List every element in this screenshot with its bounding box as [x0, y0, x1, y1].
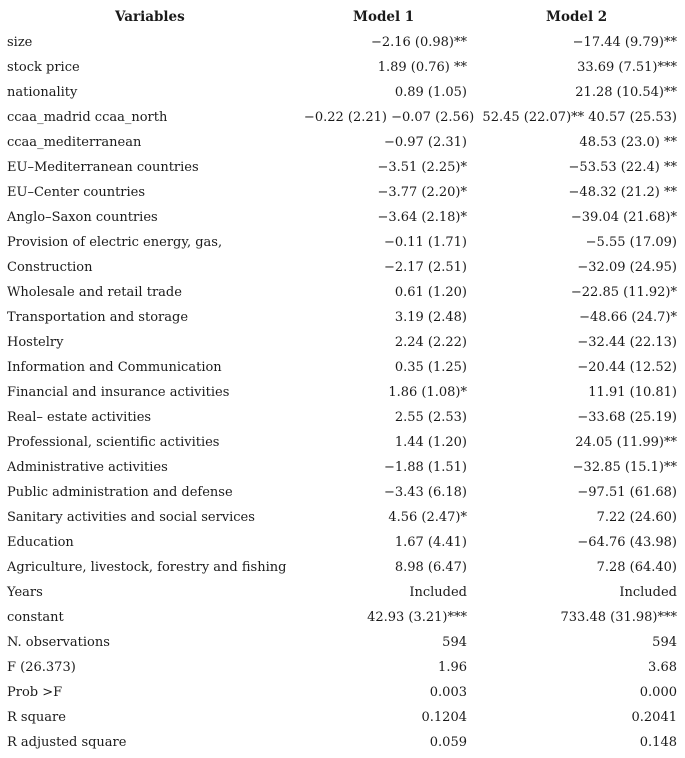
variable-label: Information and Communication [7, 360, 222, 375]
table-row [0, 105, 685, 130]
variable-label: Years [7, 585, 43, 600]
model-1-value: 2.24 (2.22) [394, 335, 467, 350]
table-header [0, 0, 685, 30]
variable-label: Wholesale and retail trade [7, 285, 182, 300]
header-variables: Variables [115, 9, 185, 25]
table-row [0, 180, 685, 205]
model-1-value: 1.67 (4.41) [394, 535, 467, 550]
variable-label: Provision of electric energy, gas, [7, 235, 223, 250]
model-2-value: −32.09 (24.95) [577, 260, 677, 275]
variable-label: Prob >F [7, 685, 63, 700]
model-2-value: −17.44 (9.79)** [572, 35, 677, 50]
model-2-value: −32.44 (22.13) [577, 335, 677, 350]
table-row [0, 305, 685, 330]
model-2-value: 7.28 (64.40) [596, 560, 677, 575]
model-1-value: 0.059 [429, 735, 467, 750]
model-1-value: −2.17 (2.51) [383, 260, 467, 275]
model-2-value: 48.53 (23.0) ** [579, 135, 677, 150]
table-row [0, 455, 685, 480]
model-2-value: −64.76 (43.98) [577, 535, 677, 550]
model-1-value: −0.97 (2.31) [383, 135, 467, 150]
variable-label: Education [7, 535, 74, 550]
table-row [0, 405, 685, 430]
model-1-value: 0.003 [429, 685, 467, 700]
model-2-value: −5.55 (17.09) [585, 235, 677, 250]
table-row [0, 380, 685, 405]
model-1-value: 42.93 (3.21)*** [367, 610, 467, 625]
variable-label: stock price [7, 60, 80, 75]
variable-label: Hostelry [7, 335, 64, 350]
model-1-value: 1.44 (1.20) [394, 435, 467, 450]
model-2-value: 594 [652, 635, 677, 650]
model-1-value: 1.96 [438, 660, 467, 675]
model-2-value: −97.51 (61.68) [577, 485, 677, 500]
model-2-value: −32.85 (15.1)** [572, 460, 677, 475]
variable-label: EU–Mediterranean countries [7, 160, 199, 175]
variable-label: Construction [7, 260, 93, 275]
variable-label: nationality [7, 85, 78, 100]
table-row [0, 430, 685, 455]
model-1-value: 2.55 (2.53) [394, 410, 467, 425]
model-2-value: 21.28 (10.54)** [575, 85, 677, 100]
model-1-value: 4.56 (2.47)* [388, 510, 467, 525]
model-1-value: −3.51 (2.25)* [377, 160, 467, 175]
model-2-value: −53.53 (22.4) ** [568, 160, 677, 175]
table-row [0, 680, 685, 705]
variable-label: R adjusted square [7, 735, 127, 750]
model-2-value: −48.66 (24.7)* [579, 310, 677, 325]
model-1-value: −1.88 (1.51) [383, 460, 467, 475]
header-model-2: Model 2 [546, 9, 608, 25]
variable-label: Agriculture, livestock, forestry and fishing [7, 560, 287, 575]
model-2-value: −39.04 (21.68)* [570, 210, 677, 225]
table-row [0, 155, 685, 180]
variable-label: Sanitary activities and social services [7, 510, 255, 525]
table-row [0, 705, 685, 730]
table-row [0, 230, 685, 255]
variable-label: Transportation and storage [7, 310, 189, 325]
table-row [0, 505, 685, 530]
model-2-value: −22.85 (11.92)* [570, 285, 677, 300]
table-row [0, 255, 685, 280]
model-1-value: −3.64 (2.18)* [377, 210, 467, 225]
variable-label: Public administration and defense [7, 485, 233, 500]
table-row [0, 530, 685, 555]
model-1-value: −2.16 (0.98)** [370, 35, 467, 50]
model-2-value: Included [619, 585, 677, 600]
model-2-value: −33.68 (25.19) [577, 410, 677, 425]
table-row [0, 30, 685, 55]
table-row [0, 580, 685, 605]
model-2-value: 0.148 [639, 735, 677, 750]
table-row [0, 280, 685, 305]
variable-label: Anglo–Saxon countries [7, 210, 158, 225]
variable-label: constant [7, 610, 64, 625]
variable-label: Professional, scientific activities [7, 435, 220, 450]
model-2-value: 0.2041 [631, 710, 677, 725]
variable-label: Real– estate activities [7, 410, 152, 425]
table-row [0, 730, 685, 755]
combined-model-values: −0.22 (2.21) −0.07 (2.56) 52.45 (22.07)** 40.57 (25.53) [303, 110, 677, 125]
model-1-value: 594 [442, 635, 467, 650]
variable-label: F (26.373) [7, 660, 76, 675]
model-1-value: 0.35 (1.25) [394, 360, 467, 375]
table-row [0, 330, 685, 355]
model-1-value: 3.19 (2.48) [394, 310, 467, 325]
table-row [0, 55, 685, 80]
table-row [0, 605, 685, 630]
model-2-value: −20.44 (12.52) [577, 360, 677, 375]
model-1-value: −0.11 (1.71) [383, 235, 467, 250]
model-2-value: 33.69 (7.51)*** [577, 60, 677, 75]
model-1-value: Included [409, 585, 467, 600]
model-1-value: −3.77 (2.20)* [377, 185, 467, 200]
table-row [0, 80, 685, 105]
table-row [0, 655, 685, 680]
table-row [0, 205, 685, 230]
model-2-value: 3.68 [648, 660, 677, 675]
model-2-value: 0.000 [639, 685, 677, 700]
model-2-value: −48.32 (21.2) ** [568, 185, 677, 200]
table-row [0, 555, 685, 580]
variable-label: N. observations [7, 635, 110, 650]
table-body [0, 30, 685, 755]
model-2-value: 11.91 (10.81) [588, 385, 677, 400]
model-1-value: 0.1204 [421, 710, 467, 725]
model-2-value: 733.48 (31.98)*** [560, 610, 677, 625]
model-2-value: 24.05 (11.99)** [575, 435, 677, 450]
model-1-value: 0.89 (1.05) [394, 85, 467, 100]
model-1-value: 1.86 (1.08)* [388, 385, 467, 400]
table-row [0, 480, 685, 505]
variable-label: Administrative activities [7, 460, 168, 475]
model-1-value: 0.61 (1.20) [394, 285, 467, 300]
table-row [0, 130, 685, 155]
table-row [0, 630, 685, 655]
variable-label: ccaa_madrid ccaa_north [7, 110, 168, 125]
model-2-value: 7.22 (24.60) [596, 510, 677, 525]
table-row [0, 355, 685, 380]
variable-label: Financial and insurance activities [7, 385, 230, 400]
variable-label: size [7, 35, 33, 50]
model-1-value: −3.43 (6.18) [383, 485, 467, 500]
variable-label: R square [7, 710, 66, 725]
header-model-1: Model 1 [353, 9, 415, 25]
variable-label: ccaa_mediterranean [7, 135, 142, 150]
model-1-value: 1.89 (0.76) ** [377, 60, 467, 75]
model-1-value: 8.98 (6.47) [394, 560, 467, 575]
variable-label: EU–Center countries [7, 185, 146, 200]
